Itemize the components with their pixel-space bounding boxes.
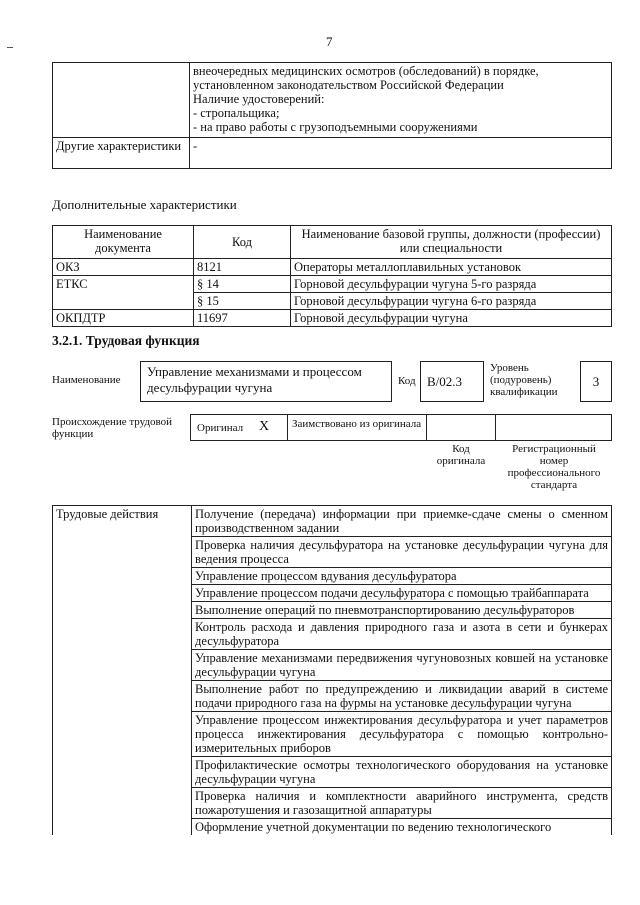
code-cell: § 15 [194, 293, 291, 310]
scan-mark [7, 47, 13, 48]
table-row [53, 259, 612, 276]
additional-title: Дополнительные характеристики [52, 197, 237, 212]
table-row [53, 310, 612, 327]
table-row [53, 138, 612, 169]
header-code: Код [194, 226, 291, 259]
action-item: Выполнение операций по пневмотранспортированию десульфураторов [192, 602, 612, 619]
requirements-cell [190, 63, 612, 138]
reg-caption: Регистрационный номер профессионального стандарта [507, 443, 601, 491]
level-value: 3 [592, 374, 600, 389]
level-label: Уровень (подуровень) квалификации [490, 362, 558, 398]
name-label: Наименование [52, 374, 121, 386]
level-box [580, 361, 612, 402]
origin-reg-box [495, 414, 612, 441]
origin-original-box [190, 414, 288, 441]
function-code-box [420, 361, 484, 402]
doc-cell: ОКЗ [53, 259, 194, 276]
qualification-requirements-table [52, 62, 612, 169]
action-item: Управление процессом инжектирования десульфуратора и учет параметров процесса инжектирования десульфуратора с помощью контрольно-измерительных приборов [192, 712, 612, 757]
action-item: Профилактические осмотры технологического оборудования на установке десульфурации чугуна [192, 757, 612, 788]
name-cell: Горновой десульфурации чугуна 6-го разряда [291, 293, 612, 310]
requirement-line: внеочередных медицинских осмотров (обследований) в порядке, [193, 64, 539, 78]
origin-borrowed-box [287, 414, 427, 441]
origin-code-box [426, 414, 496, 441]
function-code: B/02.3 [427, 374, 463, 389]
borrowed-label: Заимствовано из оригинала [292, 418, 422, 430]
origin-label: Происхождение трудовой функции [52, 416, 173, 440]
header-document: Наименование документа [53, 226, 194, 259]
other-characteristics-label: Другие характеристики [53, 138, 190, 169]
original-mark: X [259, 419, 270, 434]
action-item: Выполнение работ по предупреждению и ликвидации аварий в системе подачи природного газа на фурмы на установке десульфурации чугуна [192, 681, 612, 712]
function-name: Управление механизмами и процессом десульфурации чугуна [147, 364, 362, 395]
requirement-line: - стропальщика; [193, 106, 280, 120]
code-label: Код [398, 375, 416, 387]
header-name: Наименование базовой группы, должности (профессии) или специальности [291, 226, 612, 259]
name-cell: Операторы металлоплавильных установок [291, 259, 612, 276]
code-caption: Код оригинала [436, 443, 486, 467]
name-cell: Горновой десульфурации чугуна 5-го разряда [291, 276, 612, 293]
additional-characteristics-table [52, 225, 612, 327]
doc-cell: ЕТКС [53, 276, 194, 310]
table-row [53, 276, 612, 293]
action-item: Управление механизмами передвижения чугуновозных ковшей на установке десульфурации чугуна [192, 650, 612, 681]
action-item: Проверка наличия десульфуратора на установке десульфурации чугуна для ведения процесса [192, 537, 612, 568]
function-name-box [140, 361, 392, 402]
requirement-line: Наличие удостоверений: [193, 92, 325, 106]
doc-cell: ОКПДТР [53, 310, 194, 327]
action-item: Проверка наличия и комплектности аварийного инструмента, средств пожаротушения и газозащитной аппаратуры [192, 788, 612, 819]
code-cell: § 14 [194, 276, 291, 293]
action-item: Получение (передача) информации при приемке-сдаче смены о сменном производственном задании [192, 506, 612, 537]
name-cell: Горновой десульфурации чугуна [291, 310, 612, 327]
labor-actions-table [52, 505, 612, 835]
table-header-row [53, 226, 612, 259]
table-row [53, 63, 612, 138]
action-item: Управление процессом подачи десульфуратора с помощью трайбаппарата [192, 585, 612, 602]
table-row [53, 506, 612, 537]
code-cell: 8121 [194, 259, 291, 276]
original-label: Оригинал [197, 422, 244, 434]
requirement-line: - на право работы с грузоподъемными сооружениями [193, 120, 478, 134]
action-item: Контроль расхода и давления природного газа и азота в сети и бункерах десульфуратора [192, 619, 612, 650]
actions-label: Трудовые действия [53, 506, 192, 836]
requirement-line: установленном законодательством Российской Федерации [193, 78, 504, 92]
page-number: 7 [326, 34, 333, 49]
code-cell: 11697 [194, 310, 291, 327]
action-item: Управление процессом вдувания десульфуратора [192, 568, 612, 585]
empty-label-cell [53, 63, 190, 138]
action-item: Оформление учетной документации по ведению технологического [192, 819, 612, 836]
other-characteristics-value: - [190, 138, 612, 169]
section-title: 3.2.1. Трудовая функция [52, 333, 200, 348]
